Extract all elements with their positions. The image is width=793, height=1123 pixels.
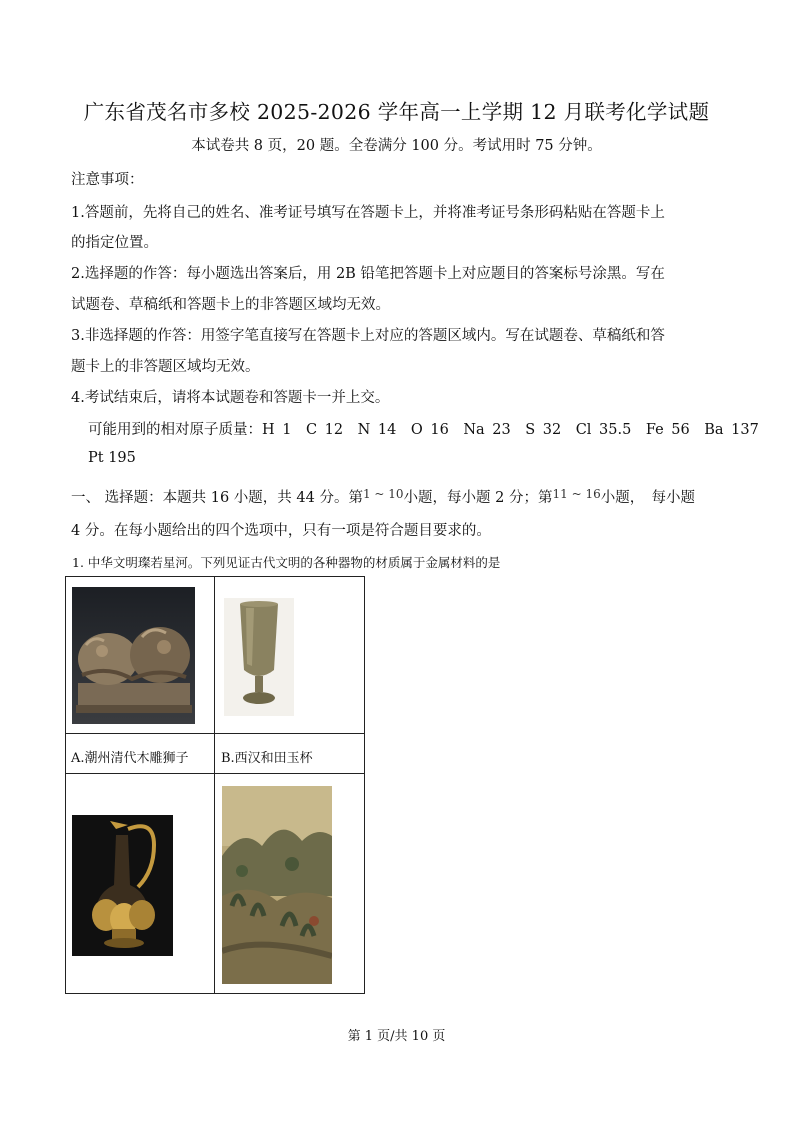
notice-item: 的指定位置。 [71,235,158,251]
notice-item: 4.考试结束后，请将本试题卷和答题卡一并上交。 [71,390,390,406]
notice-item: 3.非选择题的作答：用签字笔直接写在答题卡上对应的答题区域内。写在试题卷、草稿纸和答 [71,328,665,344]
section-text: 一、 选择题：本题共 16 小题，共 44 分。第 [71,490,363,506]
section-header [71,486,695,507]
page-title: 广东省茂名市多校 2025-2026 学年高一上学期 12 月联考化学试题 [83,100,710,124]
atomic-masses: Pt 195 [88,450,136,466]
notice-heading: 注意事项： [71,172,144,188]
question-1-stem: 1. 中华文明璨若星河。下列见证古代文明的各种器物的材质属于金属材料的是 [72,555,501,570]
option-b-label: B.西汉和田玉杯 [221,751,313,766]
option-a-label: A.潮州清代木雕狮子 [71,751,189,766]
section-text: 小题，每小题 2 分；第 [403,490,553,506]
notice-item: 试题卷、草稿纸和答题卡上的非答题区域均无效。 [71,297,390,313]
section-header-line2: 4 分。在每小题给出的四个选项中，只有一项是符合题目要求的。 [71,523,491,539]
atomic-masses: 可能用到的相对原子质量：H 1 C 12 N 14 O 16 Na 23 S 32 Cl 35.5 Fe 56 Ba 137 [88,422,759,438]
wood-carved-lion-photo [72,587,195,724]
jade-cup-photo [224,598,294,716]
notice-item: 2.选择题的作答：每小题选出答案后，用 2B 铅笔把答题卡上对应题目的答案标号涂黑。写在 [71,266,665,282]
notice-item: 题卡上的非答题区域均无效。 [71,359,260,375]
options-table [65,576,365,994]
notice-item: 1.答题前，先将自己的姓名、准考证号填写在答题卡上，并将准考证号条形码粘贴在答题卡上 [71,205,665,221]
question-range: 1 ~ 10 [362,487,404,501]
gilded-ewer-photo [72,815,173,956]
question-range: 11 ~ 16 [552,487,601,501]
page-subtitle: 本试卷共 8 页，20 题。全卷满分 100 分。考试用时 75 分钟。 [191,138,602,154]
page-number: 第 1 页/共 10 页 [347,1029,446,1044]
landscape-painting-photo [222,786,332,984]
section-text: 小题， 每小题 [600,490,695,506]
